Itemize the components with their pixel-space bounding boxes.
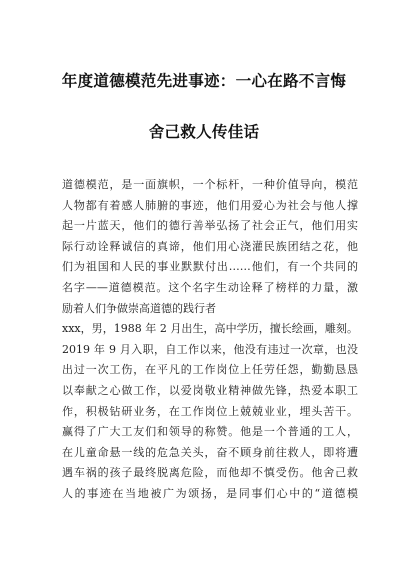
body-line-7: 励着人们争做崇高道德的践行者 bbox=[62, 301, 216, 315]
body-line-9: 2019 年 9 月入职，自工作以来，他没有违过一次章，也没 bbox=[62, 342, 358, 356]
body-line-6: 名字——道德模范。这个名字生动诠释了榜样的力量，激 bbox=[62, 280, 358, 294]
body-line-12: 作，积极钻研业务，在工作岗位上兢兢业业，埋头苦干。 bbox=[62, 404, 358, 418]
body-line-8: xxx，男，1988 年 2 月出生，高中学历，擅长绘画，雕刻。 bbox=[62, 322, 358, 336]
body-line-1: 道德模范，是一面旗帜，一个标杆，一种价值导向，模范 bbox=[62, 178, 358, 191]
body-line-16: 人的事迹在当地被广为颂扬，是同事们心中的“道德模 bbox=[62, 486, 358, 500]
body-line-10: 出过一次工伤，在平凡的工作岗位上任劳任怨，勤勤恳恳 bbox=[62, 363, 358, 377]
body-line-2: 人物都有着感人肺腑的事迹，他们用爱心为社会与他人撑 bbox=[62, 198, 358, 212]
body-line-15: 遇车祸的孩子最终脱离危险，而他却不慎受伤。他舍己救 bbox=[62, 466, 358, 480]
body-line-4: 际行动诠释诚信的真谛，他们用心浇灌民族团结之花，他 bbox=[62, 239, 358, 253]
document-title-line-1: 年度道德模范先进事迹：一心在路不言悔 bbox=[61, 72, 347, 90]
body-line-14: 在儿童命悬一线的危急关头，奋不顾身前往救人，即将遭 bbox=[62, 445, 358, 459]
body-line-3: 起一片蓝天，他们的德行善举弘扬了社会正气，他们用实 bbox=[62, 219, 358, 233]
document-title-line-2: 舍己救人传佳话 bbox=[148, 123, 260, 141]
body-line-13: 赢得了广大工友们和领导的称赞。他是一个普通的工人， bbox=[62, 425, 358, 439]
body-line-11: 以奉献之心做工作，以爱岗敬业精神做先锋，热爱本职工 bbox=[62, 383, 358, 397]
document-body bbox=[62, 175, 358, 505]
body-line-5: 们为祖国和人民的事业默默付出……他们，有一个共同的 bbox=[62, 260, 358, 274]
